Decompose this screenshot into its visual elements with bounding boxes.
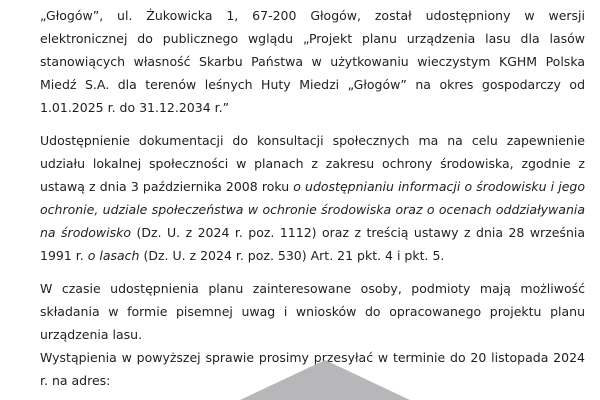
act-title-environment: o udostępnianiu informacji o środowisku i jego ochronie, udziale społeczeństwa w ochronie środowiska oraz o ocenach oddziaływania na środowisko: [40, 179, 585, 240]
paragraph-consultation-text-3: (Dz. U. z 2024 r. poz. 530) Art. 21 pkt. 4 i pkt. 5.: [139, 248, 445, 263]
document-body: [40, 4, 585, 392]
paragraph-comments-submission: W czasie udostępnienia planu zainteresowane osoby, podmioty mają możliwość składania w formie pisemnej uwag i wniosków do opracowanego projektu planu urządzenia lasu.: [40, 281, 585, 342]
paragraph-deadline: Wystąpienia w powyższej sprawie prosimy przesyłać w terminie do 20 listopada 2024 r. na adres:: [40, 350, 585, 388]
act-title-forests: o lasach: [87, 248, 140, 263]
paragraph-consultation-text-1: Udostępnienie dokumentacji do konsultacji społecznych ma na celu zapewnienie udziału lokalnej społeczności w planach z zakresu ochrony środowiska, zgodnie z ustawą z dnia 3 października 2008 roku: [40, 133, 585, 194]
decorative-gray-shape: [240, 360, 410, 400]
paragraph-plan-availability: „Głogów”, ul. Żukowicka 1, 67-200 Głogów, został udostępniony w wersji elektronicznej do publicznego wglądu „Projekt planu urządzenia lasu dla lasów stanowiących własność Skarbu Państwa w użytkowaniu wieczystym KGHM Polska Miedź S.A. dla terenów leśnych Huty Miedzi „Głogów” na okres gospodarczy od 1.01.2025 r. do 31.12.2034 r.”: [40, 8, 585, 115]
paragraph-consultation-purpose: [40, 129, 585, 267]
paragraph-consultation-text-2: (Dz. U. z 2024 r. poz. 1112) oraz z treścią ustawy z dnia 28 września 1991 r.: [40, 225, 585, 263]
